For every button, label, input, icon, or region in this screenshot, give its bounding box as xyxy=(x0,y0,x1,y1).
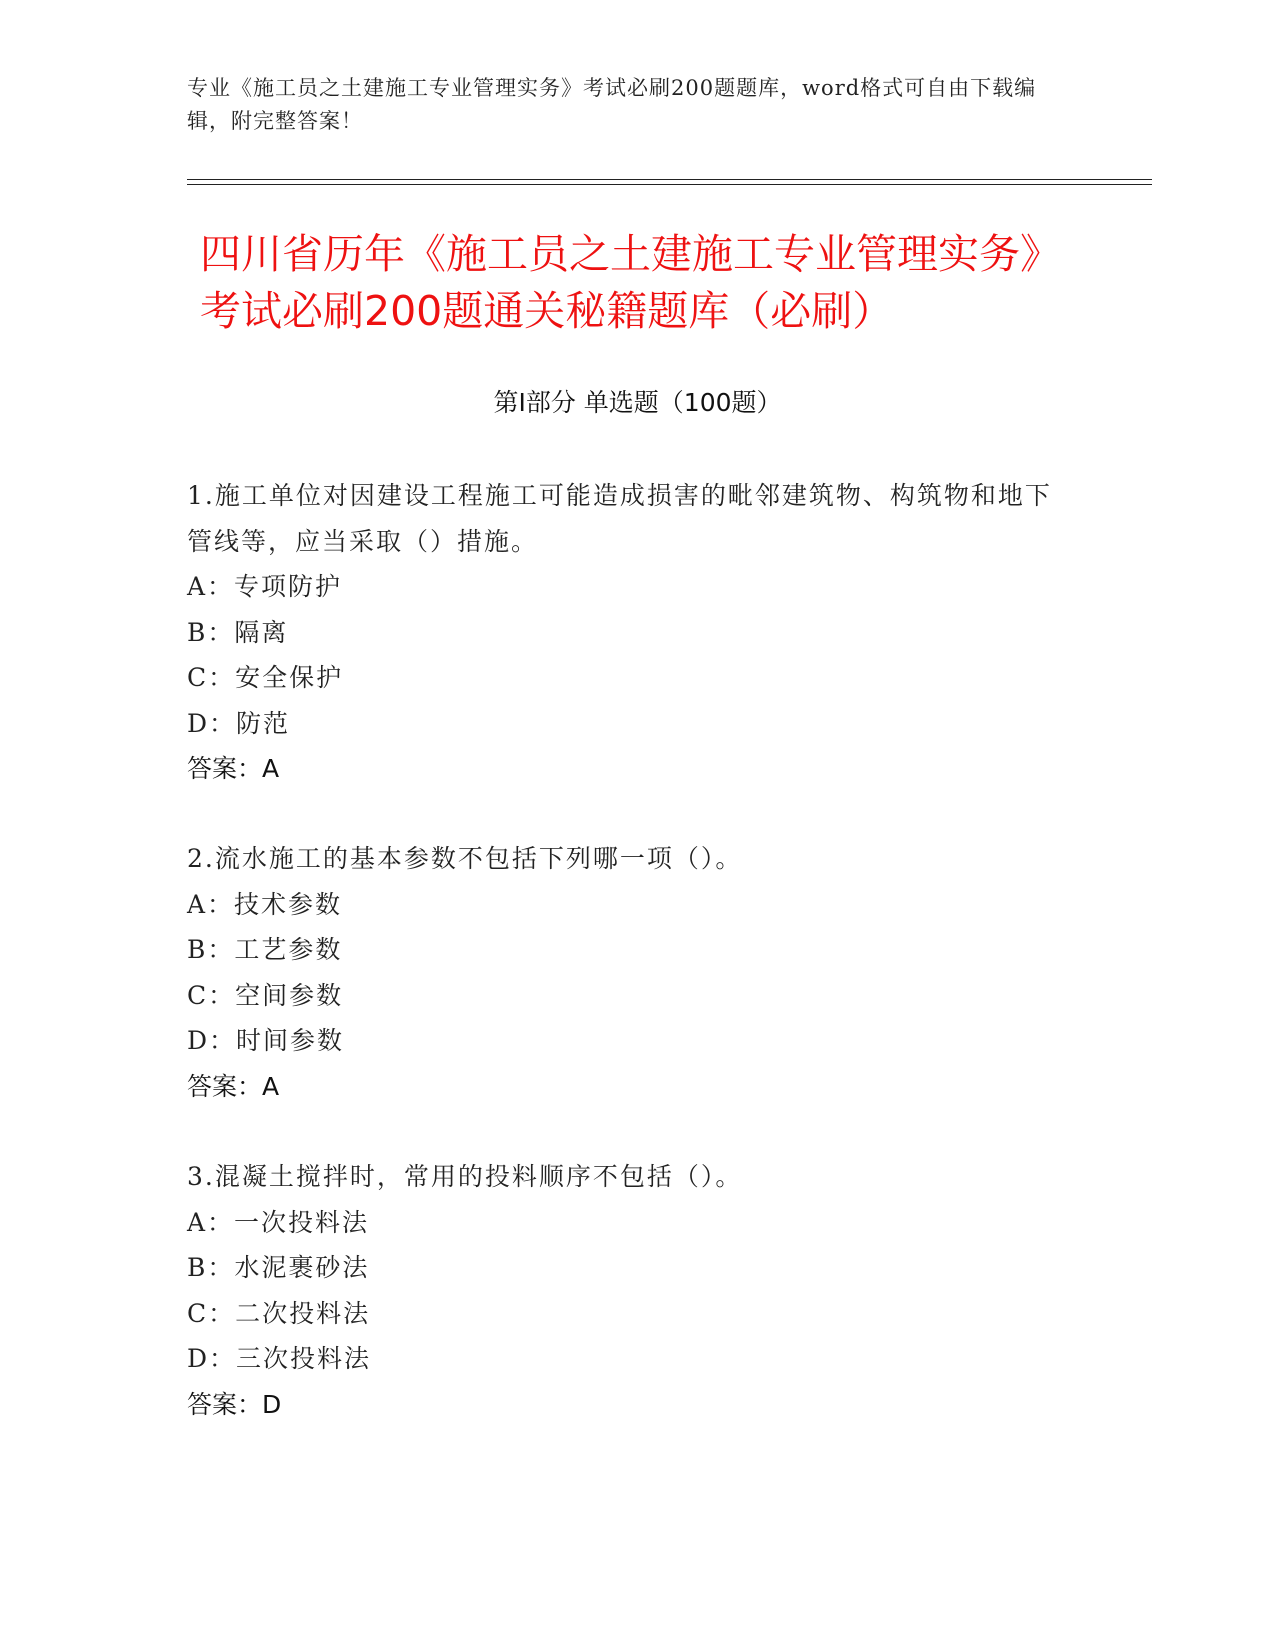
option-b: B：隔离 xyxy=(187,617,289,647)
question-text: 1.施工单位对因建设工程施工可能造成损害的毗邻建筑物、构筑物和地下管线等，应当采取（）措施。 xyxy=(187,481,1052,556)
option-c: C：二次投料法 xyxy=(187,1298,371,1328)
question-text: 2.流水施工的基本参数不包括下列哪一项（）。 xyxy=(187,844,743,873)
option-a: A：技术参数 xyxy=(187,889,343,919)
question-2 xyxy=(187,836,1067,1109)
question-3 xyxy=(187,1154,1067,1427)
document-title: 四川省历年《施工员之土建施工专业管理实务》考试必刷200题通关秘籍题库（必刷） xyxy=(200,230,1061,335)
option-a: A：一次投料法 xyxy=(187,1207,370,1237)
header-note: 专业《施工员之土建施工专业管理实务》考试必刷200题题库，word格式可自由下载编辑，附完整答案！ xyxy=(187,76,1037,133)
answer: 答案：D xyxy=(187,1389,282,1419)
option-d: D：三次投料法 xyxy=(187,1344,372,1373)
header-rule-top xyxy=(187,179,1152,180)
option-a: A：专项防护 xyxy=(187,572,343,601)
option-b: B：工艺参数 xyxy=(187,935,343,964)
answer: 答案：A xyxy=(187,754,280,783)
answer: 答案：A xyxy=(187,1071,280,1101)
option-b: B：水泥裹砂法 xyxy=(187,1253,370,1282)
option-d: D：时间参数 xyxy=(187,1026,345,1055)
section-heading: 第Ⅰ部分 单选题（100题） xyxy=(493,388,782,417)
option-d: D：防范 xyxy=(187,708,291,738)
question-1 xyxy=(187,473,1067,792)
option-c: C：安全保护 xyxy=(187,663,344,692)
header-rule-bottom xyxy=(187,184,1152,185)
option-c: C：空间参数 xyxy=(187,980,344,1010)
question-text: 3.混凝土搅拌时，常用的投料顺序不包括（）。 xyxy=(187,1162,743,1191)
